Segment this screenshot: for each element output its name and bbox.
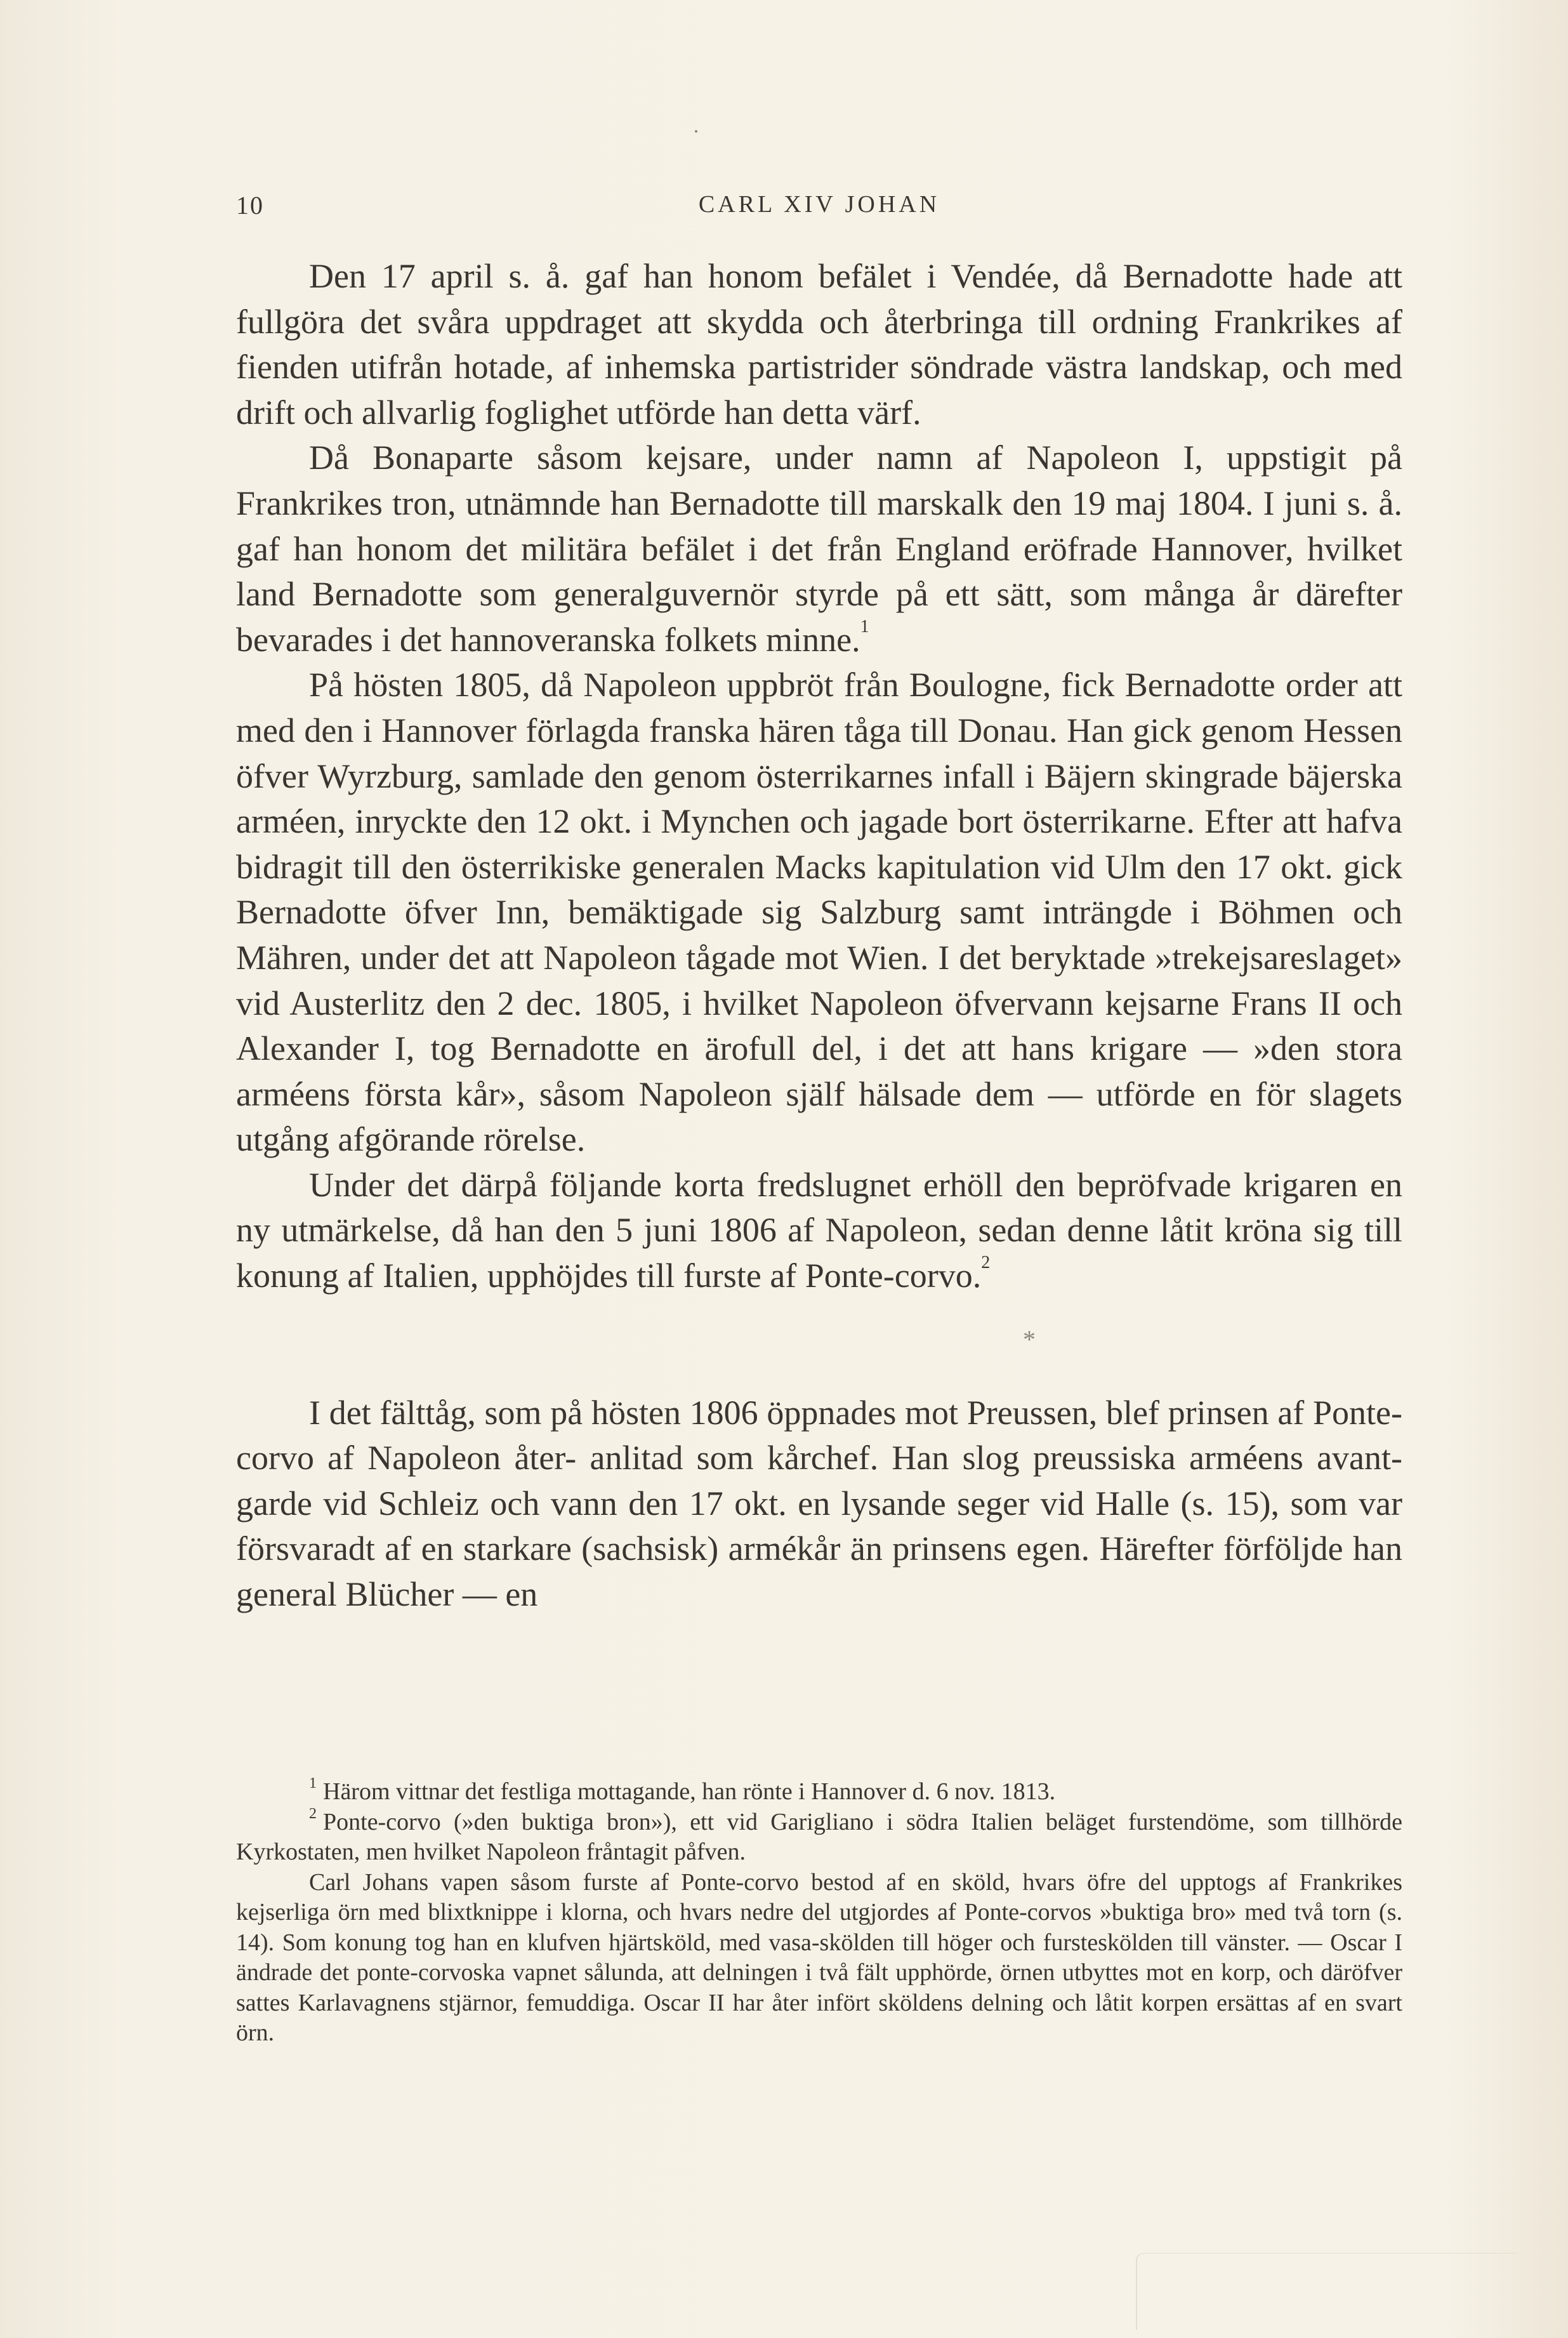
footnote-2-continuation [236,1868,1402,2049]
footnote-ref-1: 1 [860,616,869,637]
paragraph-3: På hösten 1805, då Napoleon uppbröt från Boulogne, fick Bernadotte order att med den i Hannover förlagda franska hären tåga till Donau. Han gick genom Hessen öfver Wyrzburg, samlade den genom österrikarnes infall i Bäjern skingrade bäjerska arméen, inryckte den 12 okt. i Mynchen och jagade bort österrikarne. Efter att hafva bidragit till den österrikiske generalen Macks kapitulation vid Ulm den 17 okt. gick Bernadotte öfver Inn, bemäktigade sig Salzburg samt inträngde i Böhmen och Mähren, under det att Napoleon tågade mot Wien. I det beryktade »trekejsareslaget» vid Austerlitz den 2 dec. 1805, i hvilket Napoleon öfvervann kejsarne Frans II och Alexander I, tog Bernadotte en ärofull del, i det att hans krigare — »den stora arméens första kår», såsom Napoleon själf hälsade dem — utförde en för slagets utgång afgörande rörelse. [236,666,1402,1159]
page-corner-mark [1136,2253,1518,2330]
running-title: CARL XIV JOHAN [698,191,940,218]
page-header [236,190,1402,235]
paragraph-5: I det fälttåg, som på hösten 1806 öppnades mot Preussen, blef prinsen af Ponte-corvo af Napoleon åter- anlitad som kårchef. Han slog preussiska arméens avant-garde vid Schleiz och vann den 17 okt. en lysande seger vid Halle (s. 15), som var försvaradt af en starkare (sachsisk) armékår än prinsens egen. Härefter förföljde han general Blücher — en [236,1393,1402,1614]
footnote-ref-2: 2 [981,1253,991,1273]
paragraph-4-text: Under det därpå följande korta fredslugnet erhöll den bepröfvade krigaren en ny utmärkelse, då han den 5 juni 1806 af Napoleon, sedan denne låtit kröna sig till konung af Italien, upphöjdes till furste af Ponte-corvo. [236,1165,1402,1295]
paragraph-2-text: Då Bonaparte såsom kejsare, under namn af Napoleon I, uppstigit på Frankrikes tron, utnämnde han Bernadotte till marskalk den 19 maj 1804. I juni s. å. gaf han honom det militära befälet i det från England eröfrade Hannover, hvilket land Bernadotte som generalguvernör styrde på ett sätt, som många år därefter bevarades i det hannoveranska folkets minne. [236,439,1402,659]
paper-speck [695,130,697,133]
footnote-2-text: Ponte-corvo (»den buktiga bron»), ett vid Garigliano i södra Italien beläget furstendöme, som tillhörde Kyrkostaten, men hvilket Napoleon fråntagit påfven. [236,1808,1402,1865]
page-number: 10 [236,191,264,220]
footnote-2-number: 2 [309,1805,317,1822]
footnote-2-continuation-text: Carl Johans vapen såsom furste af Ponte-corvo bestod af en sköld, hvars öfre del upptogs af Frankrikes kejserliga örn med blixtknippe i klorna, och hvars nedre del utgjordes af Ponte-corvos »buktiga bro» med två torn (s. 14). Som konung tog han en klufven hjärtsköld, med vasa-skölden till höger och fursteskölden till vänster. — Oscar I ändrade det ponte-corvoska vapnet sålunda, att delningen i två fält upphörde, örnen utbyttes mot en korp, och däröfver sattes Karlavagnens stjärnor, femuddiga. Oscar II har åter infört sköldens delning och låtit korpen ersättas af en svart örn. [236,1868,1402,2046]
footnotes [236,1777,1402,2049]
paragraph-4 [236,1163,1402,1299]
section-separator [236,1299,1402,1394]
paragraph-1: Den 17 april s. å. gaf han honom befälet i Vendée, då Bernadotte hade att fullgöra det svåra uppdraget att skydda och återbringa till ordning Frankrikes af fienden utifrån hotade, af inhemska partistrider söndrade västra landskap, och med drift och allvarlig foglighet utförde han detta värf. [236,257,1402,432]
footnote-1-number: 1 [309,1775,317,1792]
footnote-2 [236,1807,1402,1868]
paragraph-2 [236,435,1402,663]
body-text [236,254,1402,1618]
footnote-1 [236,1777,1402,1807]
footnote-1-text: Härom vittnar det festliga mottagande, han rönte i Hannover d. 6 nov. 1813. [323,1778,1056,1805]
separator-mark: * [1023,1324,1036,1354]
